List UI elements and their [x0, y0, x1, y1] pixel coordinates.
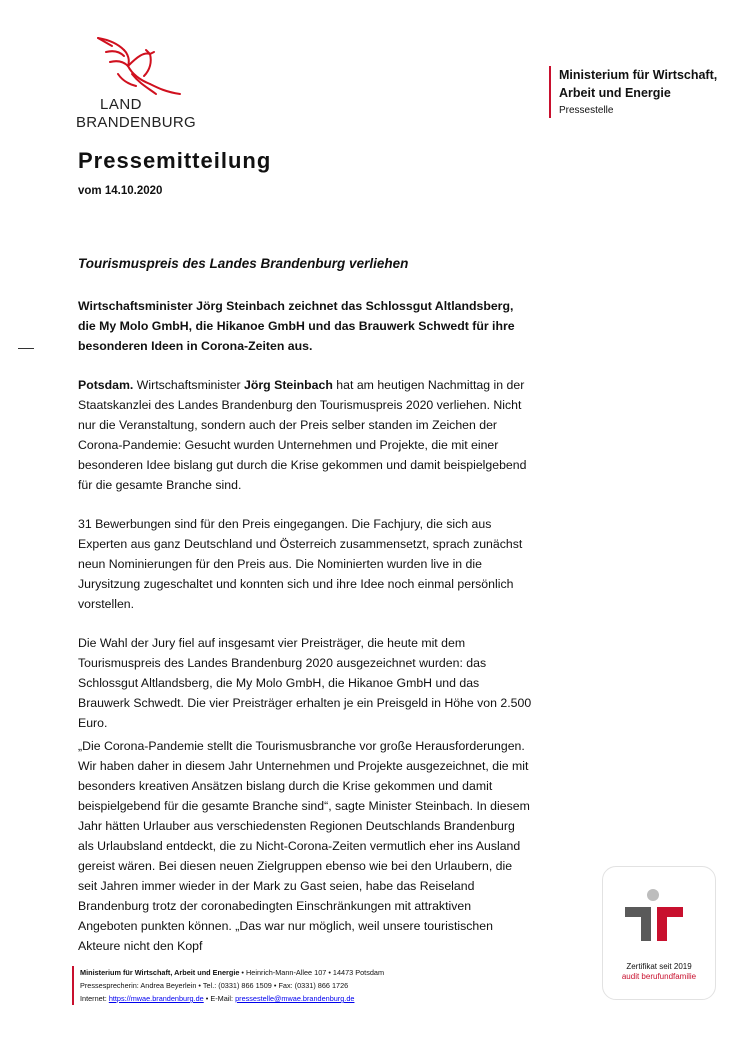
ministry-header: [549, 66, 746, 118]
footer-line-3: [80, 992, 384, 1005]
page-title: Pressemitteilung: [78, 148, 272, 173]
body-paragraph-4: „Die Corona-Pandemie stellt die Tourismusbranche vor große Herausforderungen. Wir haben daher in diesem Jahr Unternehmen und Projekte ausgezeichnet, die mit besonders kreativen Ansätzen bislang durch die Krise gekommen und damit beispielgebend für die gesamte Branche sind“, sagte Minister Steinbach. In diesem Jahr hätten Urlauber aus verschiedensten Regionen Deutschlands Brandenburg als Urlaubsland entdeckt, die zu Nicht-Corona-Zeiten vermutlich eher ins Ausland gereist wären. Bei diesen neuen Zielgruppen ebenso wie bei den Urlaubern, die seit Jahren immer wieder in der Mark zu Gast seien, habe das Reiseland Brandenburg trotz der coronabedingten Einschränkungen mit attraktiven Angeboten punkten können. „Das war nur möglich, weil unsere touristischen Akteure nicht den Kopf: [78, 739, 530, 953]
body-paragraph-1-part-a: Wirtschaftsminister: [133, 378, 245, 392]
footer-line-1: [80, 966, 384, 979]
land-brandenburg-logo: [76, 34, 216, 138]
lead-paragraph: Wirtschaftsminister Jörg Steinbach zeichnet das Schlossgut Altlandsberg, die My Molo GmbH, die Hikanoe GmbH und das Brauwerk Schwedt für ihre besonderen Ideen in Corona-Zeiten aus.: [78, 299, 515, 353]
red-eagle-icon: [88, 34, 198, 96]
ministry-name: [559, 66, 746, 102]
minister-name: Jörg Steinbach: [244, 378, 333, 392]
audit-berufundfamilie-icon: [603, 867, 715, 959]
body-paragraph-1: [78, 375, 533, 495]
website-link[interactable]: https://mwae.brandenburg.de: [108, 994, 204, 1003]
article-headline: Tourismuspreis des Landes Brandenburg verliehen: [78, 256, 409, 271]
badge-audit-text: audit berufundfamilie: [621, 972, 697, 981]
page-footer: [72, 966, 384, 1005]
logo-text-land: LAND: [100, 96, 143, 113]
release-date: vom 14.10.2020: [78, 185, 163, 197]
ministry-department: Pressestelle: [559, 105, 614, 116]
dateline: Potsdam.: [78, 378, 134, 392]
ministry-name-line1: Ministerium für Wirtschaft,: [559, 68, 718, 82]
ministry-name-line2: Arbeit und Energie: [559, 86, 671, 100]
footer-address: Heinrich-Mann-Allee 107 • 14473 Potsdam: [246, 968, 385, 977]
body-paragraph-1-part-b: hat am heutigen Nachmittag in der Staatskanzlei des Landes Brandenburg den Tourismuspreis 2020 verliehen. Nicht nur die Veranstaltung, sondern auch der Preis selber standen im Zeichen der Corona-Pandemie: Gesucht wurden Unternehmen und Projekte, die mit einer besonderen Idee bislang gut durch die Krise gekommen und damit beispielgebend für die gesamte Branche sind.: [78, 378, 527, 492]
footer-org: Ministerium für Wirtschaft, Arbeit und Energie: [80, 968, 240, 977]
audit-berufundfamilie-badge: [602, 866, 716, 1000]
margin-fold-mark: [18, 348, 34, 349]
email-link[interactable]: pressestelle@mwae.brandenburg.de: [235, 994, 355, 1003]
badge-certificate-text: Zertifikat seit 2019: [626, 962, 692, 971]
footer-separator: •: [239, 968, 247, 977]
footer-internet-label: Internet:: [80, 994, 109, 1003]
body-paragraph-2: 31 Bewerbungen sind für den Preis eingegangen. Die Fachjury, die sich aus Experten aus ganz Deutschland und Österreich zusammensetzt, sprach zunächst neun Nominierungen für den Preis aus. Die Nominierten wurden live in die Jurysitzung zugeschaltet und konnten sich und ihre Idee noch einmal persönlich vorstellen.: [78, 517, 523, 611]
footer-email-label: • E-Mail:: [203, 994, 236, 1003]
footer-contact: Pressesprecherin: Andrea Beyerlein • Tel.: (0331) 866 1509 • Fax: (0331) 866 1726: [80, 981, 349, 990]
body-paragraph-3: Die Wahl der Jury fiel auf insgesamt vier Preisträger, die heute mit dem Tourismuspreis des Landes Brandenburg 2020 ausgezeichnet wurden: das Schlossgut Altlandsberg, die My Molo GmbH, die Hikanoe GmbH und das Brauwerk Schwedt. Die vier Preisträger erhalten je ein Preisgeld in Höhe von 2.500 Euro.: [78, 636, 532, 730]
logo-text-brandenburg: BRANDENBURG: [76, 114, 196, 131]
